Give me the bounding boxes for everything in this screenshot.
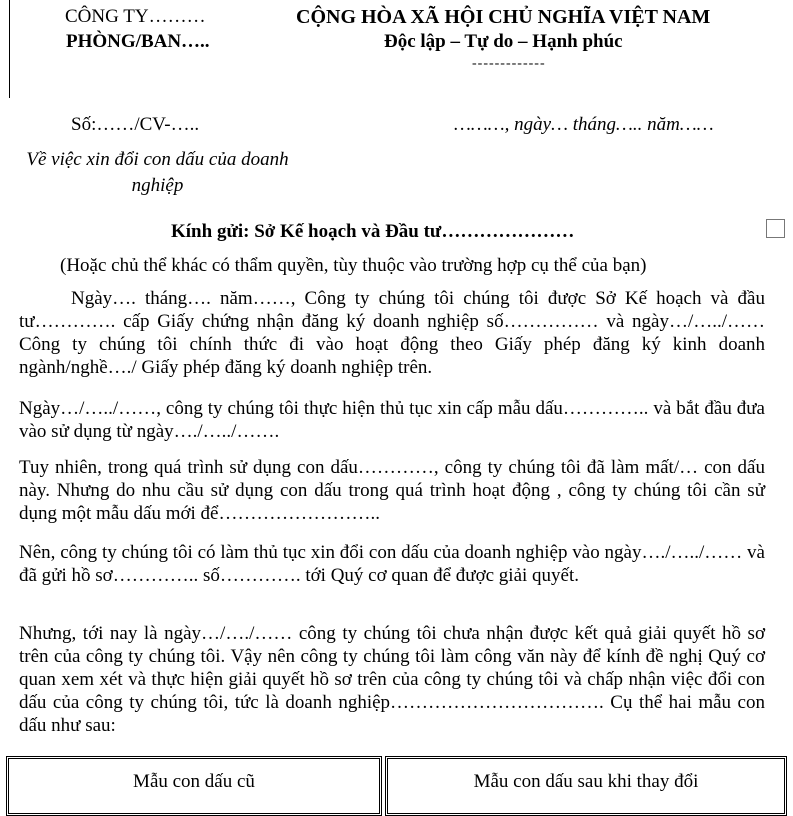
national-title: CỘNG HÒA XÃ HỘI CHỦ NGHĨA VIỆT NAM [296, 6, 711, 28]
body-paragraph-3: Tuy nhiên, trong quá trình sử dụng con dấu…………, công ty chúng tôi đã làm mất/… con dấu này. Nhưng do nhu cầu sử dụng con dấu trong quá trình hoạt động , công ty chúng tôi cần sử dụng một mẫu dấu mới để…………………….. [19, 457, 765, 524]
recipient-note: (Hoặc chủ thể khác có thẩm quyền, tùy thuộc vào trường hợp cụ thể của bạn) [60, 255, 647, 276]
body-paragraph-1: Ngày…. tháng…. năm……, Công ty chúng tôi chúng tôi được Sở Kế hoạch và đầu tư…………. cấp Giấy chứng nhận đăng ký doanh nghiệp số…………… và ngày…/…../…… Công ty chúng tôi chính thức đi vào hoạt động theo Giấy phép đăng ký kinh doanh ngành/nghề…./ Giấy phép đăng ký doanh nghiệp trên. [19, 288, 765, 378]
motto-separator: ------------- [472, 56, 546, 71]
body-paragraph-2: Ngày…/…../……, công ty chúng tôi thực hiện thủ tục xin cấp mẫu dấu………….. và bắt đầu đưa vào sử dụng từ ngày…./…../……. [19, 398, 765, 442]
department-name: PHÒNG/BAN….. [66, 31, 210, 52]
national-motto: Độc lập – Tự do – Hạnh phúc [384, 31, 623, 52]
seal-comparison-table [6, 756, 787, 816]
recipient-line: Kính gửi: Sở Kế hoạch và Đầu tư………………… [171, 221, 575, 242]
old-seal-header: Mẫu con dấu cũ [6, 756, 382, 816]
body-paragraph-5: Nhưng, tới nay là ngày…/…./…… công ty chúng tôi chưa nhận được kết quả giải quyết hồ sơ trên của công ty chúng tôi. Vậy nên công ty chúng tôi làm công văn này để kính đề nghị Quý cơ quan xem xét và thực hiện giải quyết hồ sơ trên của công ty chúng tôi và chấp nhận việc đổi con dấu của công ty chúng tôi, tức là doanh nghiệp……………………………. Cụ thể hai mẫu con dấu như sau: [19, 623, 765, 736]
document-number: Số:……/CV-….. [71, 114, 200, 135]
document-subject: Về việc xin đổi con dấu của doanh nghiệp [26, 149, 289, 196]
body-paragraph-4: Nên, công ty chúng tôi có làm thủ tục xin đổi con dấu của doanh nghiệp vào ngày…./…../…… và đã gửi hồ sơ………….. số…………. tới Quý cơ quan để được giải quyết. [19, 542, 765, 586]
document-date: ………, ngày… tháng….. năm…… [454, 114, 714, 135]
checkbox[interactable] [766, 219, 785, 238]
new-seal-header: Mẫu con dấu sau khi thay đổi [385, 756, 787, 816]
left-margin-line [9, 0, 10, 98]
company-name: CÔNG TY……… [65, 6, 206, 27]
